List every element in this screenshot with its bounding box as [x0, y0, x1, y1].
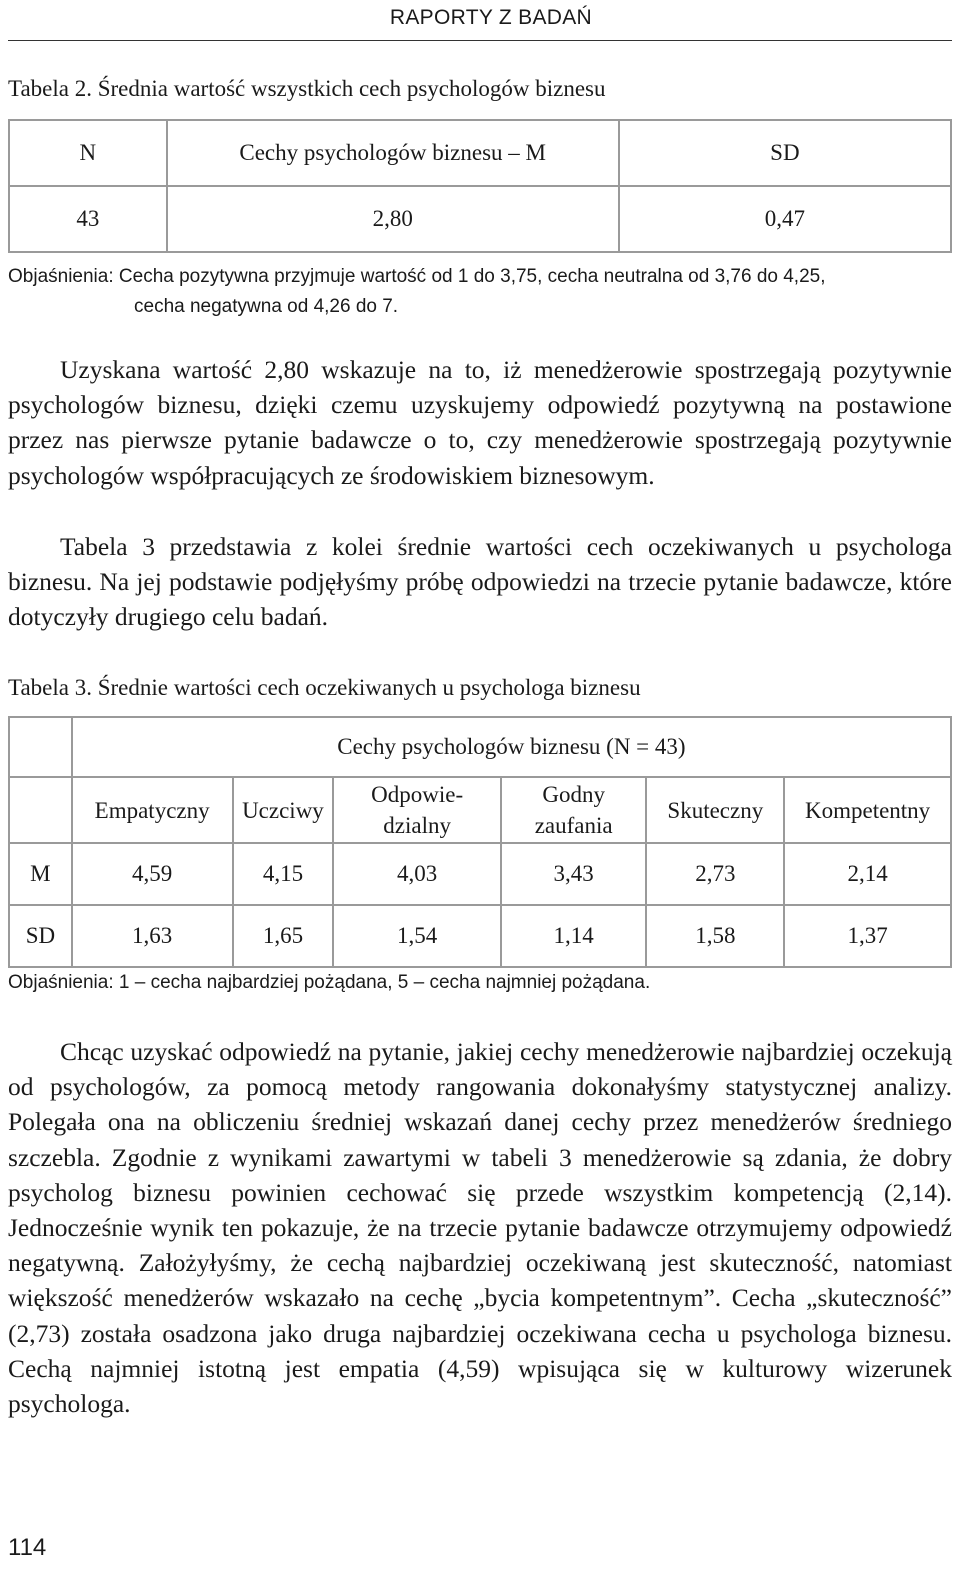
table3-cell: 3,43 — [501, 843, 647, 905]
table2-note-line2: cecha negatywna od 4,26 do 7. — [134, 296, 399, 317]
table3-empty-cell — [9, 777, 72, 843]
table2-header-mean: Cechy psychologów biznesu – M — [167, 120, 619, 186]
table3-cell: 1,65 — [233, 905, 334, 967]
table3-caption: Tabela 3. Średnie wartości cech oczekiwanych u psychologa biznesu — [8, 675, 641, 700]
table3-cell: 1,58 — [646, 905, 784, 967]
table2-value-sd: 0,47 — [619, 186, 951, 252]
table2-header-n: N — [9, 120, 167, 186]
table2-data-row — [9, 186, 951, 252]
table3-column-header-row — [9, 777, 951, 843]
table3-cell: 4,03 — [333, 843, 501, 905]
table2-note-line1: Objaśnienia: Cecha pozytywna przyjmuje wartość od 1 do 3,75, cecha neutralna od 3,76 do 4,25, — [8, 266, 826, 287]
table3-row-label: M — [9, 843, 72, 905]
table3-cell: 1,37 — [784, 905, 951, 967]
table3-row-label: SD — [9, 905, 72, 967]
table3-note: Objaśnienia: 1 – cecha najbardziej pożądana, 5 – cecha najmniej pożądana. — [8, 972, 651, 993]
table3 — [8, 716, 952, 968]
table3-group-header: Cechy psychologów biznesu (N = 43) — [72, 717, 951, 777]
table3-cell: 2,14 — [784, 843, 951, 905]
table3-row-m — [9, 843, 951, 905]
table2-header-row — [9, 120, 951, 186]
table3-cell: 4,59 — [72, 843, 233, 905]
table3-cell: 1,54 — [333, 905, 501, 967]
table2-caption: Tabela 2. Średnia wartość wszystkich cech psychologów biznesu — [8, 76, 606, 101]
running-header — [8, 0, 952, 41]
table2 — [8, 119, 952, 253]
table2-value-mean: 2,80 — [167, 186, 619, 252]
table3-col-odpowiedzialny: Odpowie- dzialny — [333, 777, 501, 843]
table3-corner-cell — [9, 717, 72, 777]
paragraph-3: Chcąc uzyskać odpowiedź na pytanie, jakiej cechy menedżerowie najbardziej oczekują od psychologów, za pomocą metody rangowania dokonałyśmy statystycznej analizy. Polegała ona na obliczeniu średniej wskazań danej cechy przez menedżerów średniego szczebla. Zgodnie z wynikami zawartymi w tabeli 3 menedżerowie są zdania, że dobry psycholog biznesu powinien cechować się przede wszystkim kompetencją (2,14). Jednocześnie wynik ten pokazuje, że na trzecie pytanie badawcze otrzymujemy odpowiedź negatywną. Założyłyśmy, że cechą najbardziej oczekiwaną jest skuteczność, natomiast większość menedżerów wskazało na cechę „bycia kompetentnym”. Cecha „skuteczność” (2,73) została osadzona jako druga najbardziej oczekiwana cecha u psychologa biznesu. Cechą najmniej istotną jest empatia (4,59) wpisująca się w kulturowy wizerunek psychologa. — [8, 1037, 952, 1419]
paragraph-2: Tabela 3 przedstawia z kolei średnie wartości cech oczekiwanych u psychologa biznesu. Na jej podstawie podjęłyśmy próbę odpowiedzi na trzecie pytanie badawcze, które dotyczyły drugiego celu badań. — [8, 532, 952, 632]
section-title: RAPORTY Z BADAŃ — [389, 6, 592, 29]
page-number: 114 — [8, 1534, 47, 1561]
table3-col-uczciwy: Uczciwy — [233, 777, 334, 843]
table2-header-sd: SD — [619, 120, 951, 186]
table3-cell: 2,73 — [646, 843, 784, 905]
table3-cell: 4,15 — [233, 843, 334, 905]
table3-col-skuteczny: Skuteczny — [646, 777, 784, 843]
table3-group-header-row — [9, 717, 951, 777]
table3-col-kompetentny: Kompetentny — [784, 777, 951, 843]
paragraph-1: Uzyskana wartość 2,80 wskazuje na to, iż menedżerowie spostrzegają pozytywnie psychologów biznesu, dzięki czemu uzyskujemy odpowiedź pozytywną na postawione przez nas pierwsze pytanie badawcze o to, czy menedżerowie spostrzegają pozytywnie psychologów współpracujących ze środowiskiem biznesowym. — [8, 355, 952, 490]
table2-note — [8, 262, 952, 322]
table2-value-n: 43 — [9, 186, 167, 252]
table3-col-godny-zaufania: Godny zaufania — [501, 777, 647, 843]
table3-col-empatyczny: Empatyczny — [72, 777, 233, 843]
table3-row-sd — [9, 905, 951, 967]
table3-cell: 1,14 — [501, 905, 647, 967]
table3-cell: 1,63 — [72, 905, 233, 967]
